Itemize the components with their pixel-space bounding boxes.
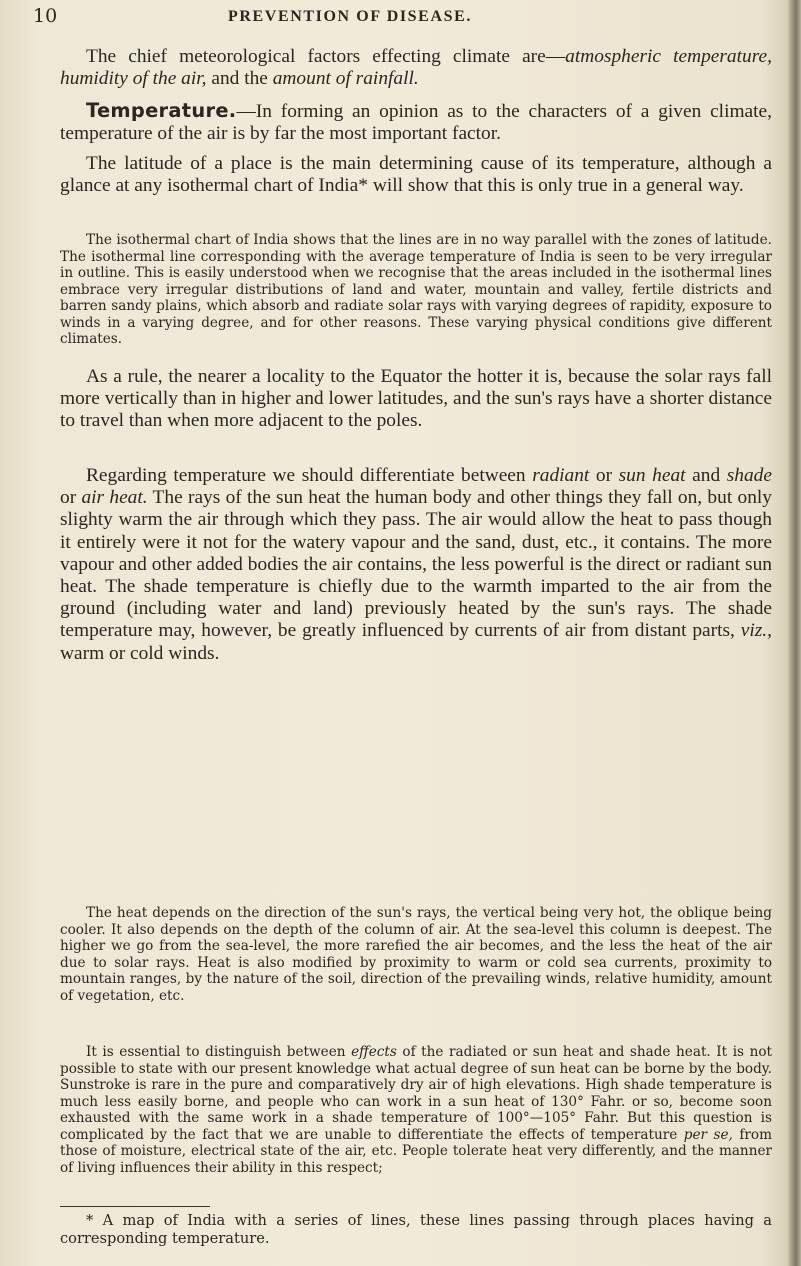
effects-text-b: of the radiated or sun heat and shade heat. It is not possible to state with our present knowledge what actual degree of sun heat can be borne by the body. Sunstroke is rare in the pure and comparatively dry air of high elevations. High shade temperature is much less easily borne, and people who can work in a sun heat of 130° Fahr. or so, become soon exhausted with the same work in a shade temperature of 100°—105° Fahr. But this question is complicated by the fact that we are unable to differentiate the effects of temperature — [60, 1044, 772, 1143]
page-number: 10 — [33, 5, 58, 27]
paragraph-latitude: The latitude of a place is the main determining cause of its temperature, although a glance at any isothermal chart of India* will show that this is only true in a general way. — [60, 153, 772, 197]
sun-heat-emphasis: sun heat — [618, 465, 686, 486]
paragraph-equator: As a rule, the nearer a locality to the Equator the hotter it is, because the solar rays fall more vertically than in higher and lower latitudes, and the sun's rays have a shorter distance to travel than when more adjacent to the poles. — [60, 366, 772, 432]
radiant-text-a: Regarding temperature we should differentiate between — [86, 465, 533, 486]
radiant-text-c: and — [685, 465, 727, 486]
radiant-text-e: The rays of the sun heat the human body and other things they fall on, but only slighty warm the air through which they pass. The air would allow the heat to pass though it entirely were it not for the watery vapour and the sand, dust, etc., it contains. The more vapour and other added bodies the air contains, the less powerful is the direct or radiant sun heat. The shade temperature is chiefly due to the warmth imparted to the air from the ground (including water and land) previously heated by the sun's rays. The shade temperature may, however, be greatly influenced by currents of air from distant parts, — [60, 487, 772, 642]
paragraph-temperature — [60, 100, 772, 145]
intro-text-2: and the — [206, 68, 273, 90]
viz-emphasis: viz., — [740, 620, 772, 642]
radiant-text-f: warm or cold winds. — [60, 642, 220, 664]
paragraph-heat-direction: The heat depends on the direction of the sun's rays, the vertical being very hot, the oblique being cooler. It also depends on the depth of the column of air. At the sea-level this column is deepest. The higher we go from the sea-level, the more rarefied the air becomes, and the less the heat of the air due to solar rays. Heat is also modified by proximity to warm or cold sea currents, proximity to mountain ranges, by the nature of the soil, direction of the prevailing winds, relative humidity, amount of vegetation, etc. — [60, 905, 772, 1004]
effects-text-c: from those of moisture, electrical state of the air, etc. People tolerate heat very differently, and the manner of living influences their ability in this respect; — [60, 1126, 772, 1176]
intro-emphasis-2: amount of rainfall. — [272, 68, 419, 90]
per-se-emphasis: per se, — [683, 1126, 733, 1143]
temperature-heading: Temperature. — [86, 99, 237, 122]
radiant-text-b: or — [589, 465, 619, 486]
shade-emphasis: shade — [726, 465, 772, 486]
radiant-text-d: or — [60, 487, 82, 509]
paragraph-isothermal-note: The isothermal chart of India shows that the lines are in no way parallel with the zones of latitude. The isothermal line corresponding with the average temperature of India is seen to be very irregular in outline. This is easily understood when we recognise that the areas included in the isothermal lines embrace very irregular distributions of land and water, mountain and valley, fertile districts and barren sandy plains, which absorb and radiate solar rays with varying degrees of rapidity, exposure to winds in a varying degree, and for other reasons. These varying physical conditions give different climates. — [60, 232, 772, 347]
air-heat-emphasis: air heat. — [81, 487, 148, 509]
intro-emphasis-1: atmospheric temperature, humidity of the air, — [60, 46, 772, 90]
intro-text: The chief meteorological factors effecting climate are— — [86, 46, 566, 67]
footnote: * A map of India with a series of lines, these lines passing through places having a corresponding temperature. — [60, 1212, 772, 1247]
effects-text-a: It is essential to distinguish between — [86, 1044, 352, 1060]
paragraph-sun-shade-effects — [60, 1044, 772, 1176]
temperature-text: —In forming an opinion as to the characters of a given climate, temperature of the air is by far the most important factor. — [60, 101, 772, 145]
footnote-divider — [60, 1206, 210, 1207]
paragraph-radiant-shade — [60, 465, 772, 665]
effects-emphasis: effects — [351, 1044, 397, 1060]
running-head: PREVENTION OF DISEASE. — [228, 8, 472, 25]
radiant-emphasis: radiant — [532, 465, 590, 486]
scan-edge — [787, 0, 801, 1266]
paragraph-intro — [60, 46, 772, 90]
